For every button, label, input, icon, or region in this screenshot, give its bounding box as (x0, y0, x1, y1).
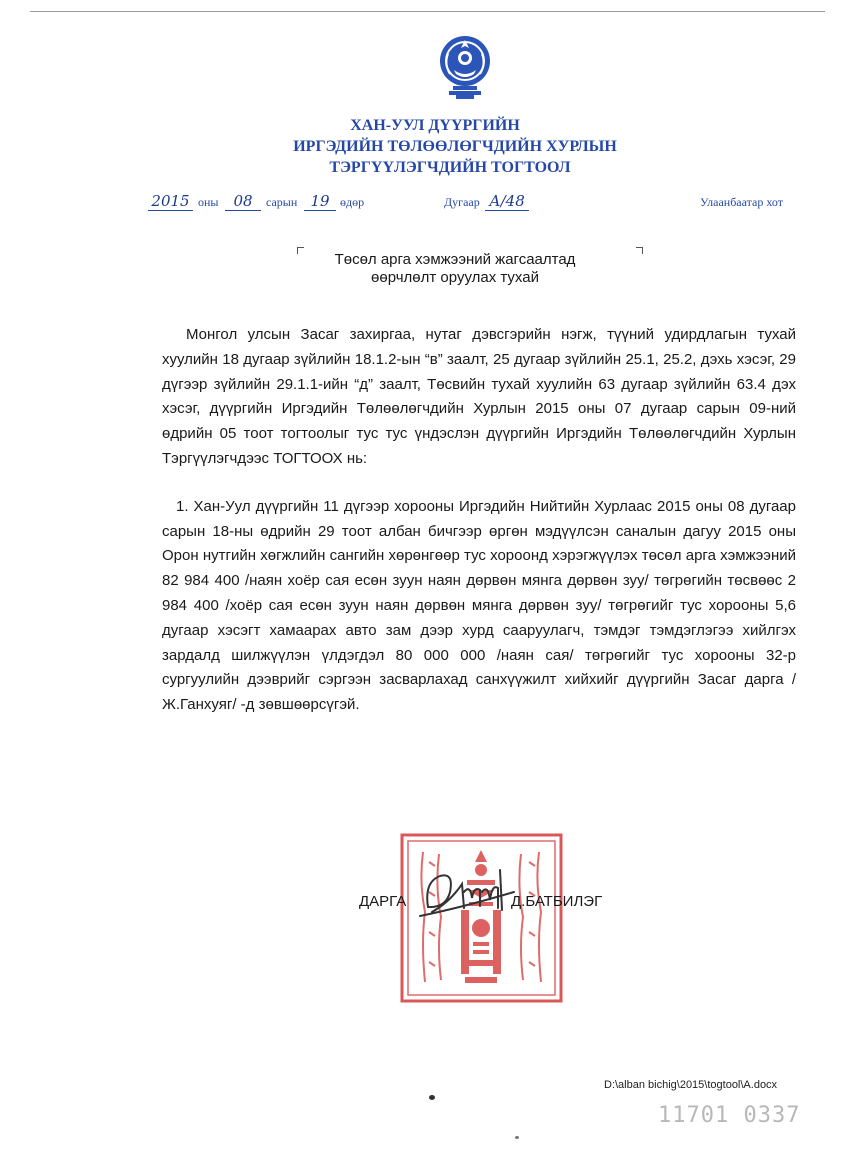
year-value: 2015 (148, 192, 193, 211)
document-subject (0, 251, 850, 287)
month-label: сарын (266, 195, 298, 209)
day-value: 19 (304, 192, 336, 211)
scan-speck (515, 1136, 519, 1139)
file-path: D:\alban bichig\2015\togtool\A.docx (604, 1079, 778, 1091)
document-serial-number: 11701 0337 (658, 1103, 801, 1128)
year-label: оны (198, 195, 219, 209)
number-value: А/48 (485, 192, 529, 211)
signer-name: Д.БАТБИЛЭГ (511, 893, 603, 910)
city-label: Улаанбаатар хот (700, 195, 783, 209)
handwritten-signature (410, 862, 520, 922)
top-rule (30, 11, 825, 12)
number-label: Дугаар (444, 195, 480, 209)
document-header (0, 115, 850, 178)
preamble-paragraph: Монгол улсын Засаг захиргаа, нутаг дэвсгэрийн нэгж, түүний удирдлагын тухай хуулийн 18 дугаар зүйлийн 18.1.2-ын “в” заалт, 25 дугаар зүйлийн 25.1, 25.2, дэхь хэсэг, 29 дүгээр зүйлийн 29.1.1-ийн “д” заалт, Төсвийн тухай хуулийн 63 дугаар зүйлийн 63.4 дэх хэсэг, дүүргийн Иргэдийн Төлөөлөгчдийн Хурлын 2015 оны 07 дугаар сарын 09-ний өдрийн 05 тоот тогтоолыг тус тус үндэслэн дүүргийн Иргэдийн Төлөөлөгчдийн Хурлын Тэргүүлэгчдээс ТОГТООХ нь: (162, 326, 796, 467)
state-emblem-icon (436, 34, 494, 100)
day-label: өдөр (340, 195, 365, 209)
scan-speck (429, 1095, 435, 1100)
month-value: 08 (225, 192, 261, 211)
signer-title: ДАРГА (359, 893, 407, 910)
header-line-3: ТЭРГҮҮЛЭГЧДИЙН ТОГТООЛ (329, 159, 571, 176)
header-line-1: ХАН-УУЛ ДҮҮРГИЙН (350, 117, 520, 134)
subject-line-1: Төсөл арга хэмжээний жагсаалтад (334, 251, 576, 268)
header-line-2: ИРГЭДИЙН ТӨЛӨӨЛӨГЧДИЙН ХУРЛЫН (293, 138, 617, 155)
resolution-item-1: 1. Хан-Уул дүүргийн 11 дүгээр хорооны Иргэдийн Нийтийн Хурлаас 2015 оны 08 дугаар сарын 18-ны өдрийн 29 тоот албан бичгээр өргөн мэдүүлсэн саналын дагуу 2015 оны Орон нутгийн хөгжлийн сангийн хөрөнгөөр тус хороонд хэрэгжүүлэх төсөл арга хэмжээний 82 984 400 /наян хоёр сая есөн зуун наян дөрвөн мянга дөрвөн зуу/ төгрөгийн төсвөөс 2 984 400 /хоёр сая есөн зуун наян дөрвөн мянга дөрвөн зуу/ төгрөгийг тус хорооны 5,6 дугаар хэсэгт хамаарах авто зам дээр хурд сааруулагч, тэмдэг тэмдэглэгээ хийлгэх зардалд шилжүүлэн үлдэгдэл 80 000 000 /наян сая/ төгрөгийг тус хорооны 32-р сургуулийн дээврийг сэргээн засварлахад санхүүжилт хийхийг дүүргийн Засаг дарга /Ж.Ганхуяг/ -д зөвшөөрсүгэй. (162, 497, 796, 714)
subject-line-2: өөрчлөлт оруулах тухай (371, 269, 539, 286)
document-body (162, 323, 796, 718)
date-line (0, 192, 850, 217)
